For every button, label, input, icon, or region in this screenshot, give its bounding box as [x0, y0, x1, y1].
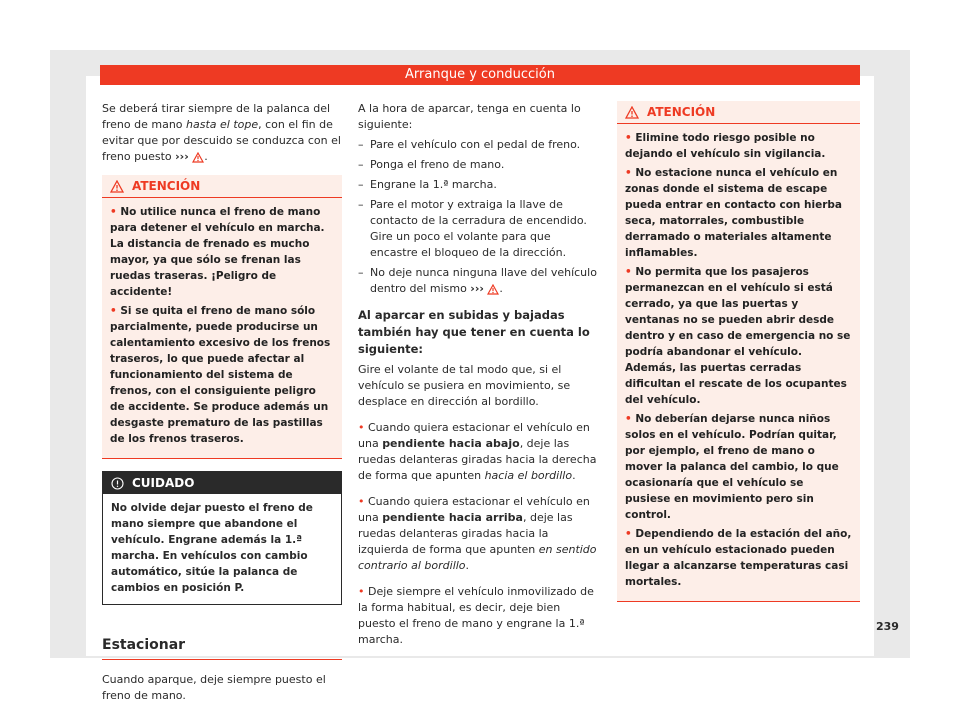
chapter-title: Arranque y conducción: [405, 67, 555, 82]
info-circle-icon: [111, 477, 124, 490]
subheading: Al aparcar en subidas y bajadas también hay que tener en cuenta lo siguiente:: [358, 308, 590, 356]
list-item: – Ponga el freno de mano.: [358, 158, 505, 171]
list-item: – Pare el vehículo con el pedal de freno.: [358, 138, 581, 151]
reference-arrows: ›››: [175, 150, 189, 163]
list-item: – Engrane la 1.ª marcha.: [358, 178, 497, 191]
column-1: [102, 101, 342, 704]
warning-triangle-icon: [487, 284, 499, 295]
subheading-text: Gire el volante de tal modo que, si el vehículo se pusiera en movimiento, se desplace en dirección al bordillo.: [358, 363, 571, 408]
bullet-item: • Cuando quiera estacionar el vehículo en una pendiente hacia abajo, deje las ruedas delanteras giradas hacia la derecha de forma que apunten hacia el bordillo.: [358, 421, 597, 482]
reference-arrows: ›››: [470, 282, 484, 295]
warning-triangle-icon: [192, 152, 204, 163]
warning-item: • Dependiendo de la estación del año, en un vehículo estacionado pueden llegar a alcanzarse temperaturas casi mortales.: [625, 528, 852, 588]
caution-text: No olvide dejar puesto el freno de mano siempre que abandone el vehículo. Engrane además la 1.ª marcha. En vehículos con cambio automático, sitúe la palanca de cambios en posición P.: [111, 502, 313, 594]
bullet-item: • Deje siempre el vehículo inmovilizado de la forma habitual, es decir, deje bien puesto el freno de mano y engrane la 1.ª marcha.: [358, 585, 594, 646]
warning-triangle-icon: [625, 106, 639, 119]
column-2: [358, 101, 601, 648]
section-title: Estacionar: [102, 637, 342, 660]
warning-box: [617, 101, 860, 602]
list-item: – No deje nunca ninguna llave del vehículo dentro del mismo ››› .: [358, 266, 597, 295]
section-text: Cuando aparque, deje siempre puesto el freno de mano.: [102, 673, 326, 702]
warning-item: • No utilice nunca el freno de mano para detener el vehículo en marcha. La distancia de frenado es mucho mayor, ya que sólo se frenan las ruedas traseras. ¡Peligro de accidente!: [110, 206, 325, 298]
warning-box: [102, 175, 342, 459]
warning-triangle-icon: [110, 180, 124, 193]
caution-box-title: CUIDADO: [103, 472, 341, 494]
warning-item: • No permita que los pasajeros permanezcan en el vehículo si está cerrado, ya que las puertas y ventanas no se pueden abrir desde dentro y en caso de emergencia no se podría abandonar el vehículo. Además, las puertas cerradas dificultan el rescate de los ocupantes del vehículo.: [625, 266, 851, 406]
caution-box: [102, 471, 342, 605]
list-item: – Pare el motor y extraiga la llave de contacto de la cerradura de encendido. Gire un poco el volante para que encastre el bloqueo de la dirección.: [358, 198, 587, 259]
warning-item: • No estacione nunca el vehículo en zonas donde el sistema de escape pueda entrar en contacto con hierba seca, matorrales, combustible derramado o materiales altamente inflamables.: [625, 167, 843, 259]
bullet-item: • Cuando quiera estacionar el vehículo en una pendiente hacia arriba, deje las ruedas delanteras giradas hacia la izquierda de forma que apunten en sentido contrario al bordillo.: [358, 495, 597, 572]
intro-paragraph: Se deberá tirar siempre de la palanca del freno de mano hasta el tope, con el fin de evitar que por descuido se conduzca con el freno puesto ››› .: [102, 102, 341, 163]
warning-item: • Si se quita el freno de mano sólo parcialmente, puede producirse un calentamiento excesivo de los frenos traseros, lo que puede afectar al funcionamiento del sistema de frenos, con el consiguiente peligro de accidente. Se produce además un desgaste prematuro de las pastillas de los frenos traseros.: [110, 305, 331, 445]
warning-item: • Elimine todo riesgo posible no dejando el vehículo sin vigilancia.: [625, 132, 826, 160]
warning-box-title: ATENCIÓN: [102, 175, 342, 198]
column-3: [617, 101, 860, 602]
parking-intro: A la hora de aparcar, tenga en cuenta lo siguiente:: [358, 102, 581, 131]
warning-box-title: ATENCIÓN: [617, 101, 860, 124]
page-number: 239: [876, 620, 899, 633]
warning-item: • No deberían dejarse nunca niños solos en el vehículo. Podrían quitar, por ejemplo, el freno de mano o mover la palanca del cambio, lo que ocasionaría que el vehículo se pusiese en movimiento pero sin control.: [625, 413, 839, 521]
chapter-header: [100, 65, 860, 85]
